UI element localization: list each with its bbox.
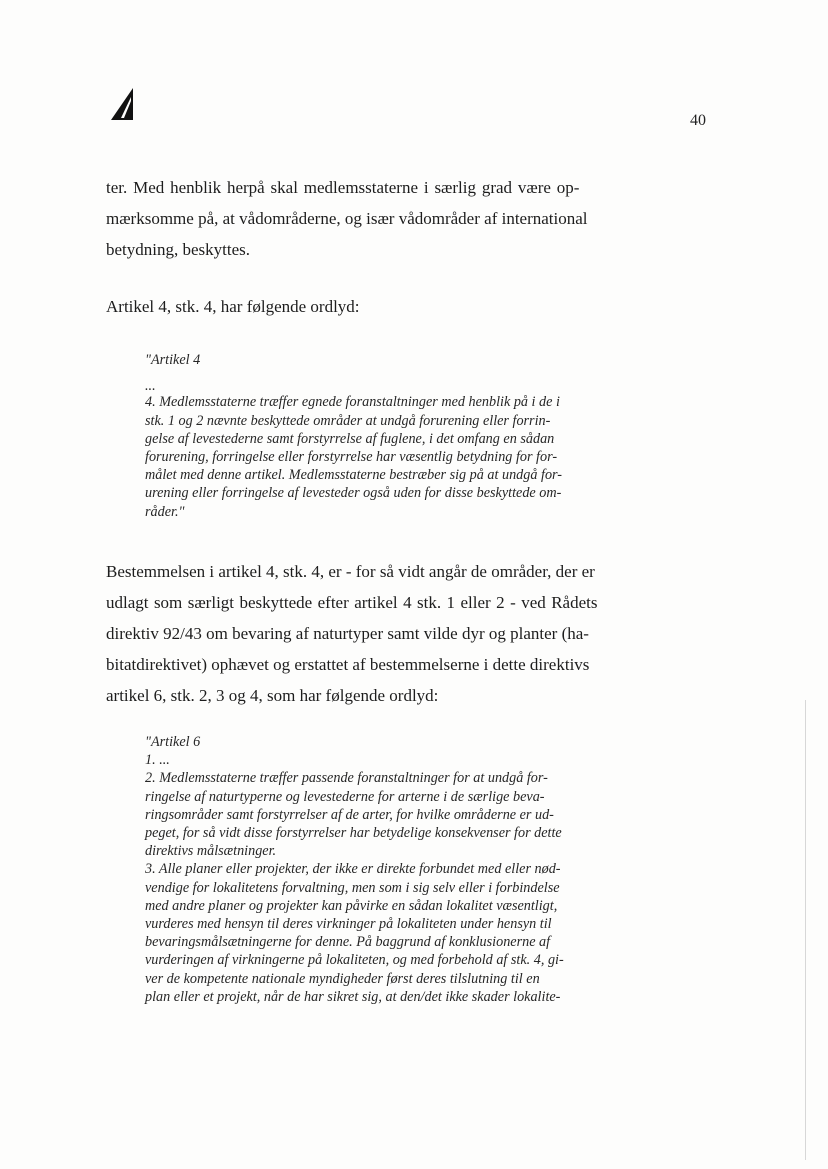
quote-line: peget, for så vidt disse forstyrrelser har betydelige konsekvenser for dette [145,825,562,842]
quote-line: 4. Medlemsstaterne træffer egnede foranstaltninger med henblik på i de i [145,394,560,411]
text-line: artikel 6, stk. 2, 3 og 4, som har følgende ordlyd: [106,686,439,705]
quote-line: urening eller forringelse af levesteder også uden for disse beskyttede om- [145,485,562,502]
quote-line: ringsområder samt forstyrrelser af de arter, for hvilke områderne er ud- [145,806,554,823]
text-line: Bestemmelsen i artikel 4, stk. 4, er - for så vidt angår de områder, der er [106,562,595,581]
quote-line: direktivs målsætninger. [145,843,277,860]
page-number: 40 [690,112,706,129]
paragraph-intro [106,172,620,265]
quote-line: vendige for lokalitetens forvaltning, men som i sig selv eller i forbindelse [145,879,560,896]
text-line: betydning, beskyttes. [106,240,251,259]
text-line: bitatdirektivet) ophævet og erstattet af bestemmelserne i dette direktivs [106,655,590,674]
sail-logo-icon [111,88,135,120]
page-edge-shadow [805,700,806,1160]
quote-title: "Artikel 4 [145,352,201,368]
quote-line: plan eller et projekt, når de har sikret sig, at den/det ikke skader lokalite- [145,988,561,1005]
quote-line: råder." [145,503,185,520]
quote-ellipsis: ... [145,378,156,395]
quote-line: vurderingen af virkningerne på lokaliteten, og med forbehold af stk. 4, gi- [145,952,564,969]
quote-article-4 [145,351,623,521]
quote-line: 1. ... [145,752,170,769]
quote-line: målet med denne artikel. Medlemsstaterne bestræber sig på at undgå for- [145,467,563,484]
paragraph-article-heading [106,291,620,322]
quote-line: forurening, forringelse eller forstyrrelse har væsentlig betydning for for- [145,449,558,466]
quote-line: med andre planer og projekter kan påvirke en sådan lokalitet væsentligt, [145,897,558,914]
paragraph-bestemmelsen [106,556,620,711]
quote-line: ver de kompetente nationale myndigheder først deres tilslutning til en [145,970,540,987]
quote-line: 3. Alle planer eller projekter, der ikke er direkte forbundet med eller nød- [145,861,561,878]
quote-line: bevaringsmålsætningerne for denne. På baggrund af konklusionerne af [145,934,551,951]
text-line: direktiv 92/43 om bevaring af naturtyper samt vilde dyr og planter (ha- [106,624,589,643]
quote-article-6 [145,733,623,1006]
quote-line: stk. 1 og 2 nævnte beskyttede områder at undgå forurening eller forrin- [145,412,551,429]
quote-line: ringelse af naturtyperne og levestederne for arterne i de særlige beva- [145,788,545,805]
text-line: Artikel 4, stk. 4, har følgende ordlyd: [106,297,360,316]
quote-line: gelse af levestederne samt forstyrrelse af fuglene, i det omfang en sådan [145,430,555,447]
text-line: mærksomme på, at vådområderne, og især vådområder af international [106,209,588,228]
text-line: ter. Med henblik herpå skal medlemsstaterne i særlig grad være op- [106,178,580,197]
text-line: udlagt som særligt beskyttede efter artikel 4 stk. 1 eller 2 - ved Rådets [106,593,598,612]
quote-title: "Artikel 6 [145,734,201,750]
quote-line: vurderes med hensyn til deres virkninger på lokaliteten under hensyn til [145,916,552,933]
quote-line: 2. Medlemsstaterne træffer passende foranstaltninger for at undgå for- [145,770,548,787]
